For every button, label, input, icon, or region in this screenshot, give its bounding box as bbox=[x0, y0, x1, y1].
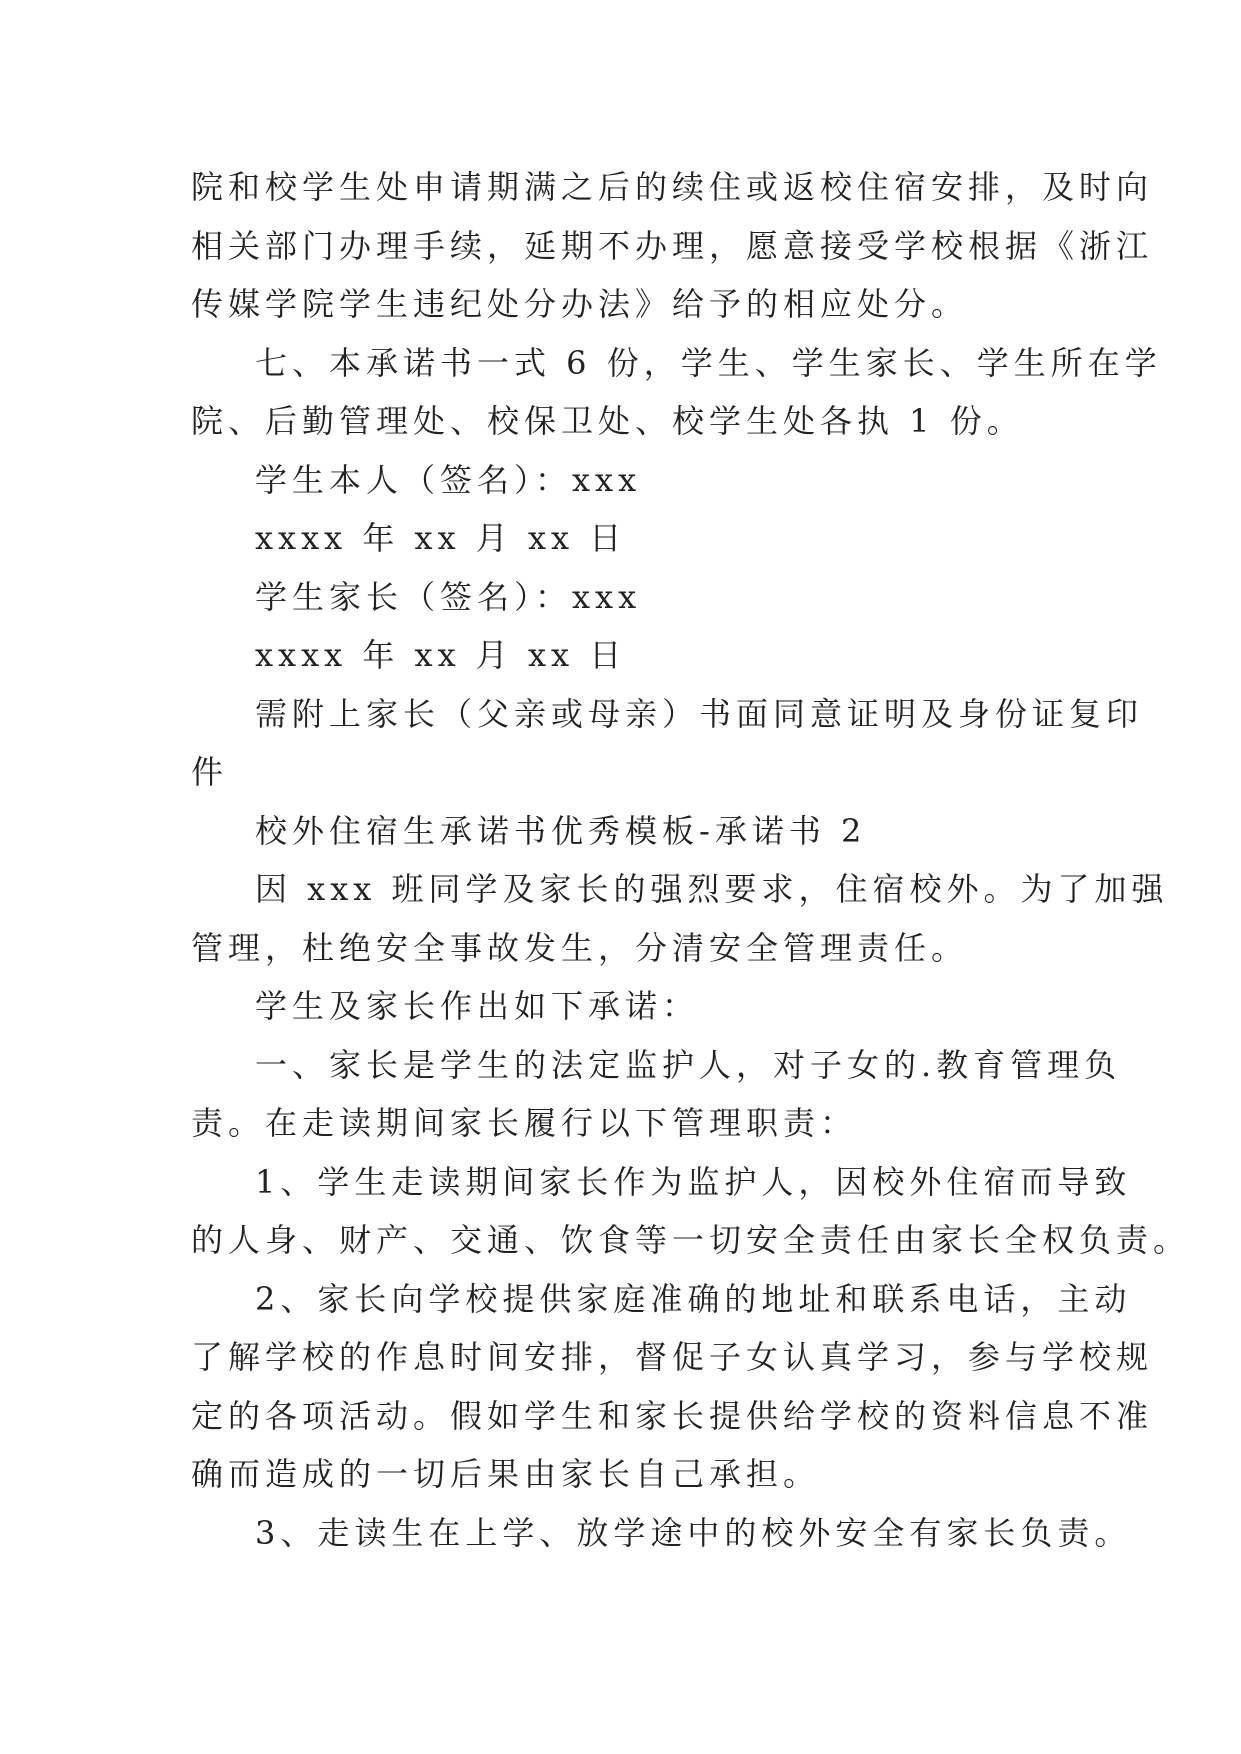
body-text-line: 因 xxx 班同学及家长的强烈要求，住宿校外。为了加强 bbox=[255, 870, 1169, 908]
student-signature-line: 学生本人（签名）：xxx bbox=[255, 460, 642, 499]
attachment-note-line: 件 bbox=[191, 753, 229, 791]
body-text-line: 定的各项活动。假如学生和家长提供给学校的资料信息不准 bbox=[191, 1396, 1154, 1435]
document-body bbox=[191, 158, 1191, 1562]
item-three-line: 3、走读生在上学、放学途中的校外安全有家长负责。 bbox=[255, 1513, 1132, 1552]
body-text-line: 传媒学院学生违纪处分办法》给予的相应处分。 bbox=[191, 285, 969, 323]
body-text-line: 院和校学生处申请期满之后的续住或返校住宿安排，及时向 bbox=[191, 168, 1154, 206]
body-text-line: 学生及家长作出如下承诺： bbox=[255, 987, 700, 1025]
body-text-line: 了解学校的作息时间安排，督促子女认真学习，参与学校规 bbox=[191, 1338, 1154, 1376]
body-text-line: 相关部门办理手续，延期不办理，愿意接受学校根据《浙江 bbox=[191, 226, 1154, 265]
body-text-line: 确而造成的一切后果由家长自己承担。 bbox=[191, 1455, 821, 1493]
body-text-line: 院、后勤管理处、校保卫处、校学生处各执 1 份。 bbox=[191, 402, 1024, 440]
parent-date-line: xxxx 年 xx 月 xx 日 bbox=[255, 636, 627, 674]
section-heading: 校外住宿生承诺书优秀模板-承诺书 2 bbox=[255, 811, 867, 850]
item-one-line: 1、学生走读期间家长作为监护人，因校外住宿而导致 bbox=[255, 1162, 1132, 1201]
parent-signature-line: 学生家长（签名）：xxx bbox=[255, 577, 642, 616]
clause-one-line: 一、家长是学生的法定监护人，对子女的.教育管理负 bbox=[255, 1045, 1122, 1084]
body-text-line: 责。在走读期间家长履行以下管理职责： bbox=[191, 1104, 858, 1142]
attachment-note-line: 需附上家长（父亲或母亲）书面同意证明及身份证复印 bbox=[255, 694, 1144, 733]
clause-seven-line: 七、本承诺书一式 6 份，学生、学生家长、学生所在学 bbox=[255, 343, 1162, 382]
body-text-line: 的人身、财产、交通、饮食等一切安全责任由家长全权负责。 bbox=[191, 1221, 1191, 1259]
body-text-line: 管理，杜绝安全事故发生，分清安全管理责任。 bbox=[191, 928, 969, 967]
item-two-line: 2、家长向学校提供家庭准确的地址和联系电话，主动 bbox=[255, 1279, 1132, 1318]
student-date-line: xxxx 年 xx 月 xx 日 bbox=[255, 519, 627, 557]
